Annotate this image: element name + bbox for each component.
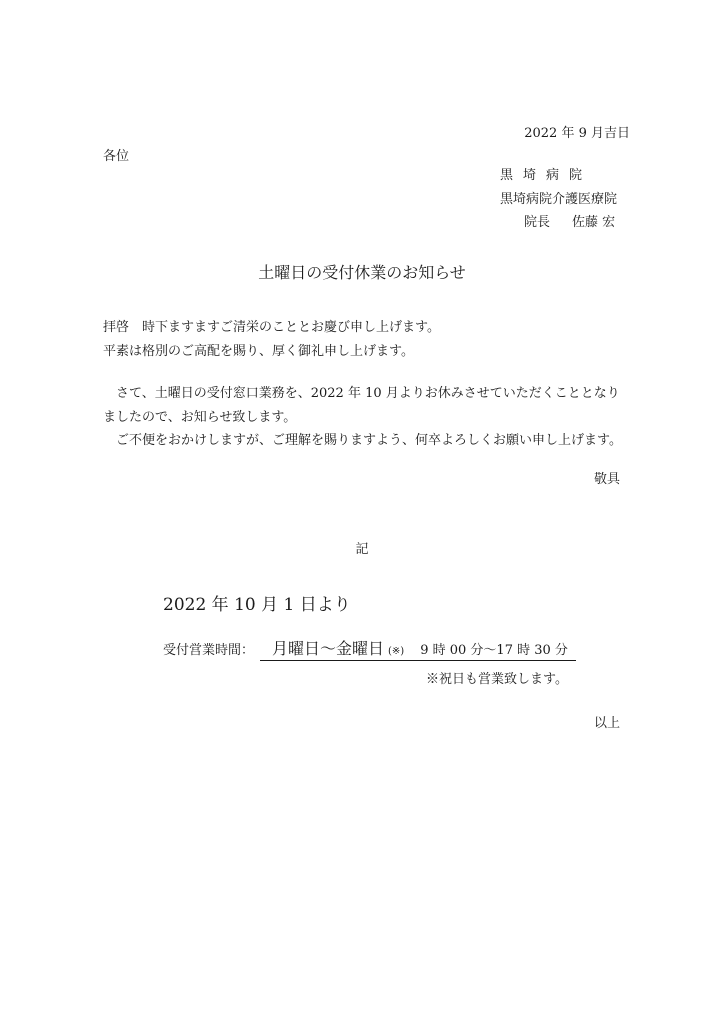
- sender-name: 佐藤 宏: [572, 215, 616, 230]
- business-hours: [163, 636, 576, 660]
- sender-org-hospital: 黒埼病院: [500, 168, 593, 183]
- notice-line-3: ご不便をおかけしますが、ご理解を賜りますよう、何卒よろしくお願い申し上げます。: [103, 433, 622, 448]
- addressee: 各位: [103, 149, 130, 164]
- greeting-line-1: 拝啓 時下ますますご清栄のこととお慶び申し上げます。: [103, 320, 440, 335]
- notice-paragraph: [103, 382, 625, 453]
- document-date: 2022 年 9 月吉日: [524, 126, 630, 141]
- hours-underlined: [260, 636, 576, 661]
- holiday-note: ※祝日も営業致します。: [426, 672, 568, 687]
- page-title: 土曜日の受付休業のお知らせ: [258, 263, 466, 282]
- sender-block: [500, 164, 617, 235]
- ki-heading: 記: [355, 542, 369, 557]
- effective-date: 2022 年 10 月 1 日より: [163, 595, 351, 615]
- greeting-line-2: 平素は格別のご高配を賜り、厚く御礼申し上げます。: [103, 343, 414, 359]
- end-ijou: 以上: [593, 716, 620, 731]
- sender-director: [500, 211, 617, 235]
- notice-line-1: さて、土曜日の受付窓口業務を、2022 年 10 月よりお休みさせていただくこととなり: [103, 386, 620, 401]
- sender-title: 院長: [524, 215, 551, 230]
- hours-time: 9 時 00 分～17 時 30 分: [420, 643, 568, 658]
- notice-line-2: ましたので、お知らせ致します。: [103, 409, 297, 425]
- hours-note-mark: (※): [388, 646, 405, 657]
- sender-org-care-facility: 黒埼病院介護医療院: [500, 191, 618, 207]
- closing-keigu: 敬具: [593, 472, 620, 487]
- greeting-paragraph: [103, 316, 625, 363]
- hours-days: 月曜日～金曜日: [272, 639, 385, 658]
- hours-label: 受付営業時間：: [163, 643, 255, 658]
